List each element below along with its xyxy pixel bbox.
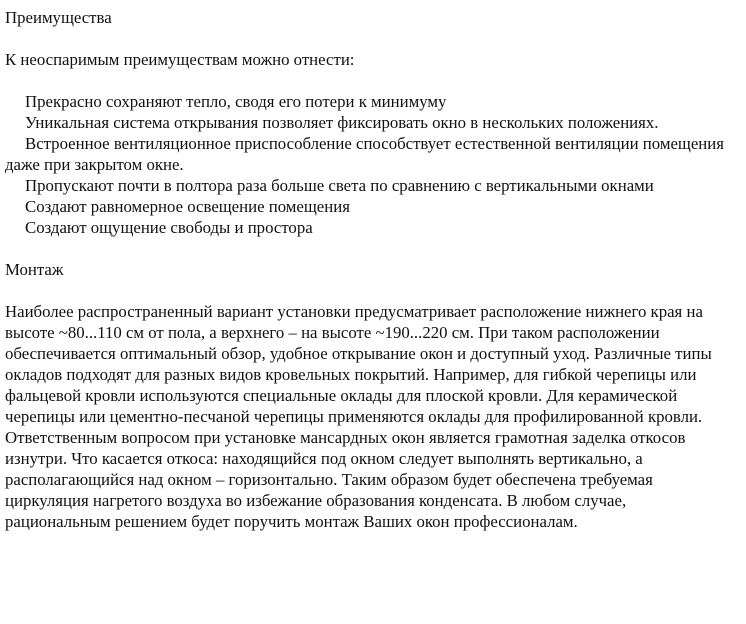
mounting-text: Наиболее распространенный вариант установки предусматривает расположение нижнего края на высоте ~80...110 см от пола, а верхнего – на высоте ~190...220 см. При таком расположении обеспечивается оптимальный обзор, удобное открывание окон и доступный уход. Различные типы окладов подходят для разных видов кровельных покрытий. Например, для гибкой черепицы или фальцевой кровли используются специальные оклады для плоской кровли. Для керамической черепицы или цементно-песчаной черепицы применяются оклады для профилированной кровли. Ответственным вопросом при установке мансардных окон является грамотная заделка откосов изнутри. Что касается откоса: находящийся под окном следует выполнять вертикально, а располагающийся над окном – горизонтально. Таким образом будет обеспечена требуемая циркуляция нагретого воздуха во избежание образования конденсата. В любом случае, рациональным решением будет поручить монтаж Ваших окон профессионалам. (5, 302, 712, 531)
list-item: Создают равномерное освещение помещения (25, 197, 350, 216)
list-item: Пропускают почти в полтора раза больше света по сравнению с вертикальными окнами (25, 176, 654, 195)
advantages-heading: Преимущества (5, 8, 112, 27)
advantages-list (5, 91, 734, 238)
list-item: Прекрасно сохраняют тепло, сводя его потери к минимуму (25, 92, 447, 111)
list-item: Уникальная система открывания позволяет фиксировать окно в нескольких положениях. (25, 113, 659, 132)
mounting-heading: Монтаж (5, 260, 64, 279)
list-item: Встроенное вентиляционное приспособление способствует естественной вентиляции помещения даже при закрытом окне. (5, 134, 724, 174)
advantages-intro: К неоспаримым преимуществам можно отнести: (5, 50, 355, 69)
list-item: Создают ощущение свободы и простора (25, 218, 313, 237)
